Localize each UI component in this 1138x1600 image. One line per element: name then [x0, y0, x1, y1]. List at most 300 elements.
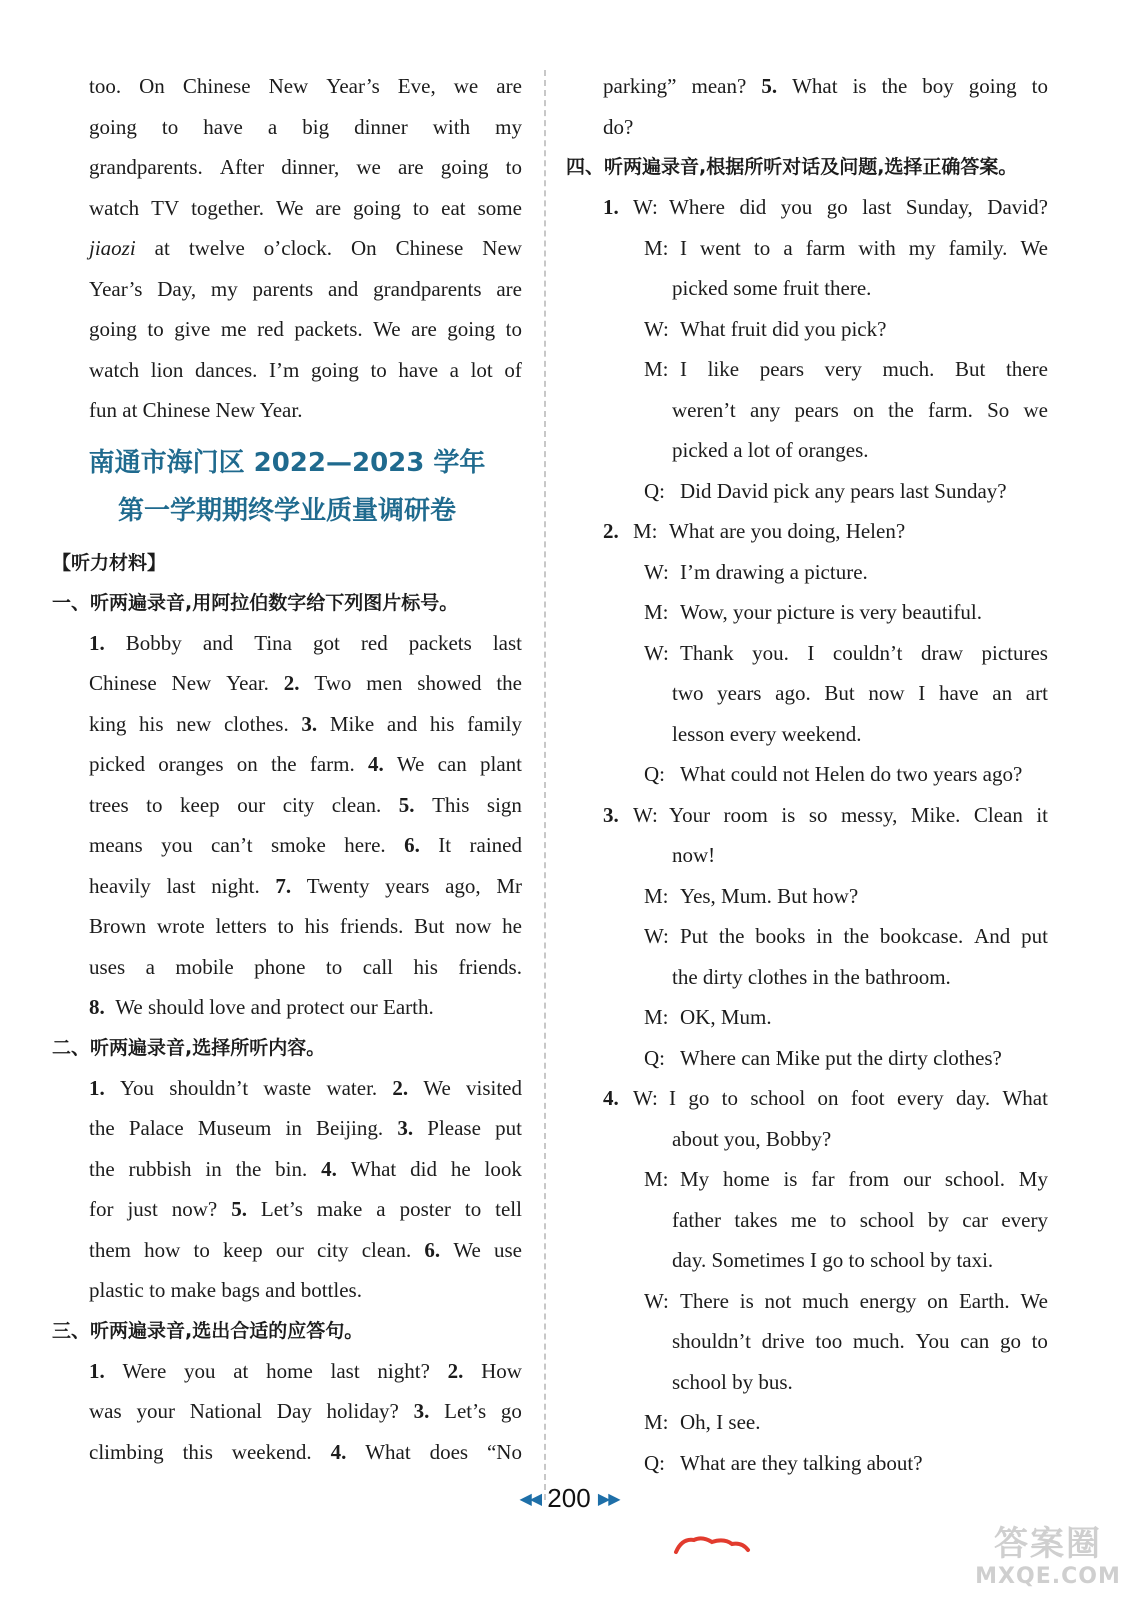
exam-title-line1: 南通市海门区 2022—2023 学年	[88, 447, 486, 478]
word: clean.	[331, 792, 382, 817]
text-line	[52, 744, 522, 785]
word: did	[739, 195, 767, 219]
word: like	[707, 357, 740, 381]
text-line	[52, 350, 522, 391]
section-3-content	[52, 1351, 522, 1473]
section-3-heading: 三、听两遍录音,选出合适的应答句。	[52, 1319, 364, 1342]
word: school	[859, 1207, 915, 1232]
word: water.	[326, 1075, 378, 1100]
word: the	[881, 74, 908, 98]
text-line	[52, 987, 522, 1028]
word: Your	[669, 802, 711, 827]
word: your	[136, 1399, 175, 1423]
word: together.	[191, 195, 264, 220]
item-number: 2.	[283, 671, 300, 695]
word: every	[896, 1086, 944, 1110]
word: My	[1018, 1167, 1048, 1191]
word: red	[257, 317, 284, 341]
word: I	[680, 235, 687, 260]
word: last	[862, 195, 892, 219]
word: draw	[921, 640, 963, 665]
word: with	[432, 114, 471, 139]
page-footer	[0, 1483, 1138, 1514]
speaker-prefix	[644, 228, 680, 269]
word: means	[89, 833, 143, 857]
word: the	[718, 924, 745, 948]
word: We	[275, 195, 304, 220]
word: rubbish	[128, 1156, 192, 1181]
word: I	[669, 1086, 676, 1110]
word: and	[202, 630, 234, 655]
speaker-prefix	[644, 552, 680, 593]
word: Year.	[226, 671, 269, 695]
speaker-prefix	[644, 997, 680, 1038]
word: We	[423, 1075, 451, 1100]
word: clean.	[361, 1237, 412, 1262]
word: Eve,	[397, 74, 436, 98]
word: red	[360, 630, 388, 655]
line-start	[603, 187, 725, 228]
word: grandparents.	[89, 155, 203, 179]
word: Where	[669, 195, 725, 219]
line-text: Did David pick any pears last Sunday?	[680, 478, 1007, 503]
word: by	[927, 1207, 949, 1232]
dialogue-line	[566, 835, 1048, 876]
left-column	[52, 66, 522, 1472]
dialogue-line	[566, 1159, 1048, 1200]
word: art	[1025, 681, 1048, 705]
listening-heading: 【听力材料】	[52, 551, 167, 574]
word: clothes.	[223, 711, 289, 736]
text-line	[52, 825, 522, 866]
speaker-label: W:	[633, 802, 658, 827]
dialogue-3	[566, 795, 1048, 1079]
word: now?	[171, 1197, 218, 1221]
speaker-prefix	[603, 511, 669, 552]
word: them	[89, 1237, 131, 1262]
word: watch	[89, 195, 140, 220]
word: last	[166, 873, 196, 898]
word: the	[270, 752, 297, 776]
word: tell	[495, 1197, 522, 1221]
word: make	[316, 1197, 363, 1221]
word: mobile	[175, 954, 234, 979]
dialogue-line	[566, 1443, 1048, 1484]
word: the	[235, 1156, 262, 1181]
text-line	[52, 107, 522, 148]
section-2-heading: 二、听两遍录音,选择所听内容。	[52, 1036, 326, 1059]
line-text: picked some fruit there.	[672, 276, 872, 300]
line-text: now!	[672, 843, 716, 867]
speaker-prefix	[644, 592, 680, 633]
line-text: do?	[603, 114, 634, 139]
line-text: Where can Mike put the dirty clothes?	[680, 1045, 1002, 1070]
word: You	[915, 1329, 950, 1353]
line-start	[672, 673, 704, 714]
page-number: 200	[547, 1483, 591, 1513]
word: you	[184, 1358, 216, 1383]
word: National	[189, 1399, 263, 1423]
word: It	[438, 833, 452, 857]
dialogue-line	[566, 916, 1048, 957]
word: you	[780, 195, 813, 219]
word: years	[717, 681, 762, 705]
item-number: 1.	[89, 1358, 105, 1383]
line-start	[644, 633, 734, 674]
word: And	[974, 924, 1011, 948]
text-line	[52, 906, 522, 947]
word: on	[852, 397, 874, 422]
word: a	[267, 114, 278, 139]
word: give	[174, 317, 211, 341]
speaker-prefix	[644, 1038, 680, 1079]
text-line	[52, 1230, 522, 1271]
word: to	[325, 954, 343, 979]
line-start	[672, 1321, 751, 1362]
word: of	[504, 357, 522, 382]
word: lion	[150, 357, 184, 382]
speaker-label: W:	[644, 1288, 669, 1313]
word: room	[723, 802, 768, 827]
dialogue-line	[566, 876, 1048, 917]
word: me	[790, 1207, 817, 1232]
word: picked	[89, 752, 145, 776]
dialogue-line	[566, 349, 1048, 390]
word: father	[672, 1207, 721, 1232]
paragraph-composition	[52, 66, 522, 390]
word: New	[268, 74, 309, 98]
word: Day,	[157, 276, 197, 301]
word: with	[858, 235, 896, 260]
line-text: OK, Mum.	[680, 1005, 772, 1029]
speaker-prefix	[644, 633, 680, 674]
word: friends.	[339, 914, 404, 938]
word: On	[139, 74, 165, 98]
word: is	[852, 74, 867, 98]
text-line	[52, 1270, 522, 1311]
word: going	[353, 195, 401, 220]
text-line	[52, 1068, 522, 1109]
word: too.	[89, 74, 122, 98]
speaker-prefix	[644, 876, 680, 917]
dialogue-line	[566, 633, 1048, 674]
question-number: 3.	[603, 802, 619, 827]
word: couldn’t	[832, 640, 903, 665]
word: have	[398, 357, 439, 382]
word: on	[927, 1288, 949, 1313]
text-line	[52, 390, 522, 431]
word: weekend.	[231, 1439, 312, 1464]
word: Museum	[197, 1116, 272, 1140]
word: city	[282, 792, 315, 817]
speaker-label: W:	[633, 1086, 658, 1110]
dialogue-line	[566, 511, 1048, 552]
word: Two	[314, 671, 352, 695]
word: What	[792, 74, 838, 98]
word: Chinese	[182, 74, 251, 98]
word: have	[203, 114, 243, 139]
word: how	[144, 1237, 181, 1262]
word: we	[1023, 397, 1048, 422]
speaker-prefix	[644, 916, 680, 957]
line-text: about you, Bobby?	[672, 1126, 832, 1151]
speaker-label: M:	[644, 1167, 669, 1191]
word: smoke	[271, 833, 326, 857]
word: going	[968, 74, 1017, 98]
word: to	[146, 792, 163, 817]
word: can’t	[211, 833, 253, 857]
item-number: 2.	[392, 1075, 409, 1100]
text-line	[566, 107, 1048, 148]
word: now	[868, 681, 905, 705]
question-number: 2.	[603, 519, 619, 543]
word: a	[145, 954, 155, 979]
word: went	[700, 235, 741, 260]
word: keep	[223, 1237, 263, 1262]
item-number: 1.	[89, 630, 105, 655]
word: this	[182, 1439, 213, 1464]
word: going	[310, 357, 359, 382]
dialogue-line	[566, 1321, 1048, 1362]
word: climbing	[89, 1439, 164, 1464]
word: packets	[408, 630, 472, 655]
word: On	[351, 236, 377, 260]
text-line	[566, 66, 1048, 107]
word: his	[304, 914, 330, 938]
word: much.	[852, 1329, 905, 1353]
column-divider	[544, 70, 546, 1500]
word: Clean	[973, 802, 1023, 827]
dialogue-line	[566, 957, 1048, 998]
word: Chinese	[395, 236, 464, 260]
dialogue-line	[566, 1240, 1048, 1281]
section-4-heading: 四、听两遍录音,根据所听对话及问题,选择正确答案。	[566, 156, 1018, 178]
word: wrote	[156, 914, 205, 938]
word: ago,	[445, 873, 481, 898]
word: to	[277, 914, 294, 938]
word: Tina	[254, 630, 292, 655]
item-number: 7.	[275, 873, 292, 898]
word: New	[171, 671, 212, 695]
line-text: What are you doing, Helen?	[669, 519, 906, 543]
word: visited	[466, 1075, 522, 1100]
word: But	[824, 681, 855, 705]
word: some	[477, 195, 522, 220]
word: my	[495, 114, 522, 139]
word: We	[396, 752, 425, 776]
word: home	[266, 1358, 313, 1383]
word: to	[193, 1237, 210, 1262]
word: at	[154, 236, 170, 260]
speaker-label: M:	[644, 357, 669, 381]
word: in	[285, 1116, 302, 1140]
text-line	[52, 785, 522, 826]
word: Year’s	[89, 276, 143, 301]
line-start	[603, 1078, 676, 1119]
word: go	[500, 1399, 522, 1423]
word: We	[373, 317, 401, 341]
word: pears	[794, 397, 839, 422]
word: night.	[211, 873, 260, 898]
dialogue-line	[566, 592, 1048, 633]
line-text: lesson every weekend.	[672, 721, 862, 746]
item-number: 5.	[761, 74, 778, 98]
word: Mike	[329, 711, 375, 736]
word: far	[811, 1167, 835, 1191]
word: years	[385, 873, 430, 898]
word: friends.	[458, 954, 522, 979]
word: night?	[377, 1358, 430, 1383]
speaker-label: M:	[633, 519, 658, 543]
word: car	[962, 1207, 988, 1232]
word: to	[1031, 74, 1048, 98]
word: put	[495, 1116, 522, 1140]
word: are	[496, 276, 522, 301]
dialogue-line	[566, 1119, 1048, 1160]
word: our	[275, 1237, 304, 1262]
word: and	[386, 711, 418, 736]
word: much.	[882, 357, 935, 381]
word: the	[89, 1156, 115, 1181]
word: Beijing.	[316, 1116, 384, 1140]
word: TV	[151, 195, 180, 220]
word: school.	[944, 1167, 1005, 1191]
word: day.	[955, 1086, 991, 1110]
line-start	[644, 1159, 709, 1200]
word: We	[1020, 235, 1048, 260]
speaker-label: M:	[644, 1005, 669, 1029]
word: my	[210, 276, 238, 301]
word: Brown	[89, 914, 147, 938]
word: But	[955, 357, 986, 381]
word: Let’s	[260, 1197, 303, 1221]
dialogue-1	[566, 187, 1048, 511]
speaker-label: W:	[633, 195, 658, 219]
speaker-prefix	[644, 1281, 680, 1322]
word: farm	[805, 235, 846, 260]
word: call	[362, 954, 393, 979]
word: Mike.	[910, 802, 961, 827]
item-number: 2.	[447, 1358, 464, 1383]
word: we	[356, 155, 381, 179]
word: to	[1031, 1329, 1048, 1353]
word: family.	[948, 235, 1008, 260]
word: energy	[859, 1288, 917, 1313]
word: family	[467, 711, 522, 736]
word: twelve	[188, 236, 245, 260]
item-number: 4.	[321, 1156, 337, 1181]
word: on	[236, 752, 258, 776]
word: shouldn’t	[169, 1075, 249, 1100]
double-left-triangle-icon: ◀◀	[519, 1491, 541, 1508]
word: sign	[486, 792, 522, 817]
word: We	[453, 1237, 481, 1262]
word: holiday?	[326, 1399, 399, 1423]
dialogue-line	[566, 795, 1048, 836]
speaker-label: M:	[644, 600, 669, 624]
text-line	[52, 1149, 522, 1190]
word: the	[888, 397, 914, 422]
word: from	[848, 1167, 890, 1191]
word: have	[938, 681, 979, 705]
dialogue-line	[566, 187, 1048, 228]
word: But	[414, 914, 445, 938]
word: did	[410, 1156, 437, 1181]
word: bin.	[275, 1156, 308, 1181]
word: a	[783, 235, 793, 260]
word: books	[755, 924, 806, 948]
line-start	[644, 349, 687, 390]
word: Mr	[496, 873, 522, 898]
word: going	[440, 155, 489, 179]
word: are	[315, 195, 342, 220]
line-text: Oh, I see.	[680, 1410, 761, 1434]
watermark	[968, 1524, 1128, 1594]
word: I	[680, 357, 687, 381]
word: you.	[752, 640, 789, 665]
word: foot	[850, 1086, 885, 1110]
word: waste	[263, 1075, 312, 1100]
word: are	[496, 74, 522, 98]
line-text: plastic to make bags and bottles.	[89, 1278, 362, 1302]
item-number: 3.	[397, 1116, 414, 1140]
text-line	[52, 66, 522, 107]
word: You	[119, 1075, 155, 1100]
word: go	[688, 1086, 710, 1110]
word: very	[824, 357, 862, 381]
word: pears	[759, 357, 804, 381]
text-line	[52, 1391, 522, 1432]
dialogue-line	[566, 471, 1048, 512]
text-line	[52, 1351, 522, 1392]
word: After	[219, 155, 265, 179]
word: bookcase.	[879, 924, 964, 948]
speaker-label: W:	[644, 559, 669, 584]
word: Let’s	[444, 1399, 487, 1423]
word: What	[365, 1439, 411, 1464]
word: to	[721, 1086, 738, 1110]
speaker-prefix	[603, 187, 669, 228]
word: just	[127, 1197, 158, 1221]
word: going	[89, 114, 137, 139]
word: his	[429, 711, 455, 736]
word: he	[502, 914, 522, 938]
line-start	[644, 228, 687, 269]
word: going	[447, 317, 496, 341]
line-text: What are they talking about?	[680, 1450, 923, 1475]
word: he	[450, 1156, 471, 1181]
speaker-label: Q:	[644, 762, 665, 786]
word: weren’t	[672, 397, 736, 422]
section-1-content	[52, 623, 522, 988]
word: heavily	[89, 873, 151, 898]
speaker-label: Q:	[644, 478, 665, 503]
word: are	[411, 317, 437, 341]
word: got	[313, 630, 340, 655]
word: This	[432, 792, 470, 817]
text-line	[52, 947, 522, 988]
line-text: What could not Helen do two years ago?	[680, 762, 1023, 786]
word: Chinese	[89, 671, 157, 695]
item-number: 4.	[330, 1439, 347, 1464]
word: plant	[479, 752, 522, 776]
word: eat	[441, 195, 466, 220]
word: Put	[680, 924, 709, 948]
word: new	[176, 711, 212, 736]
word: going	[89, 317, 137, 341]
speaker-label: W:	[644, 640, 669, 665]
word: to	[829, 1207, 847, 1232]
